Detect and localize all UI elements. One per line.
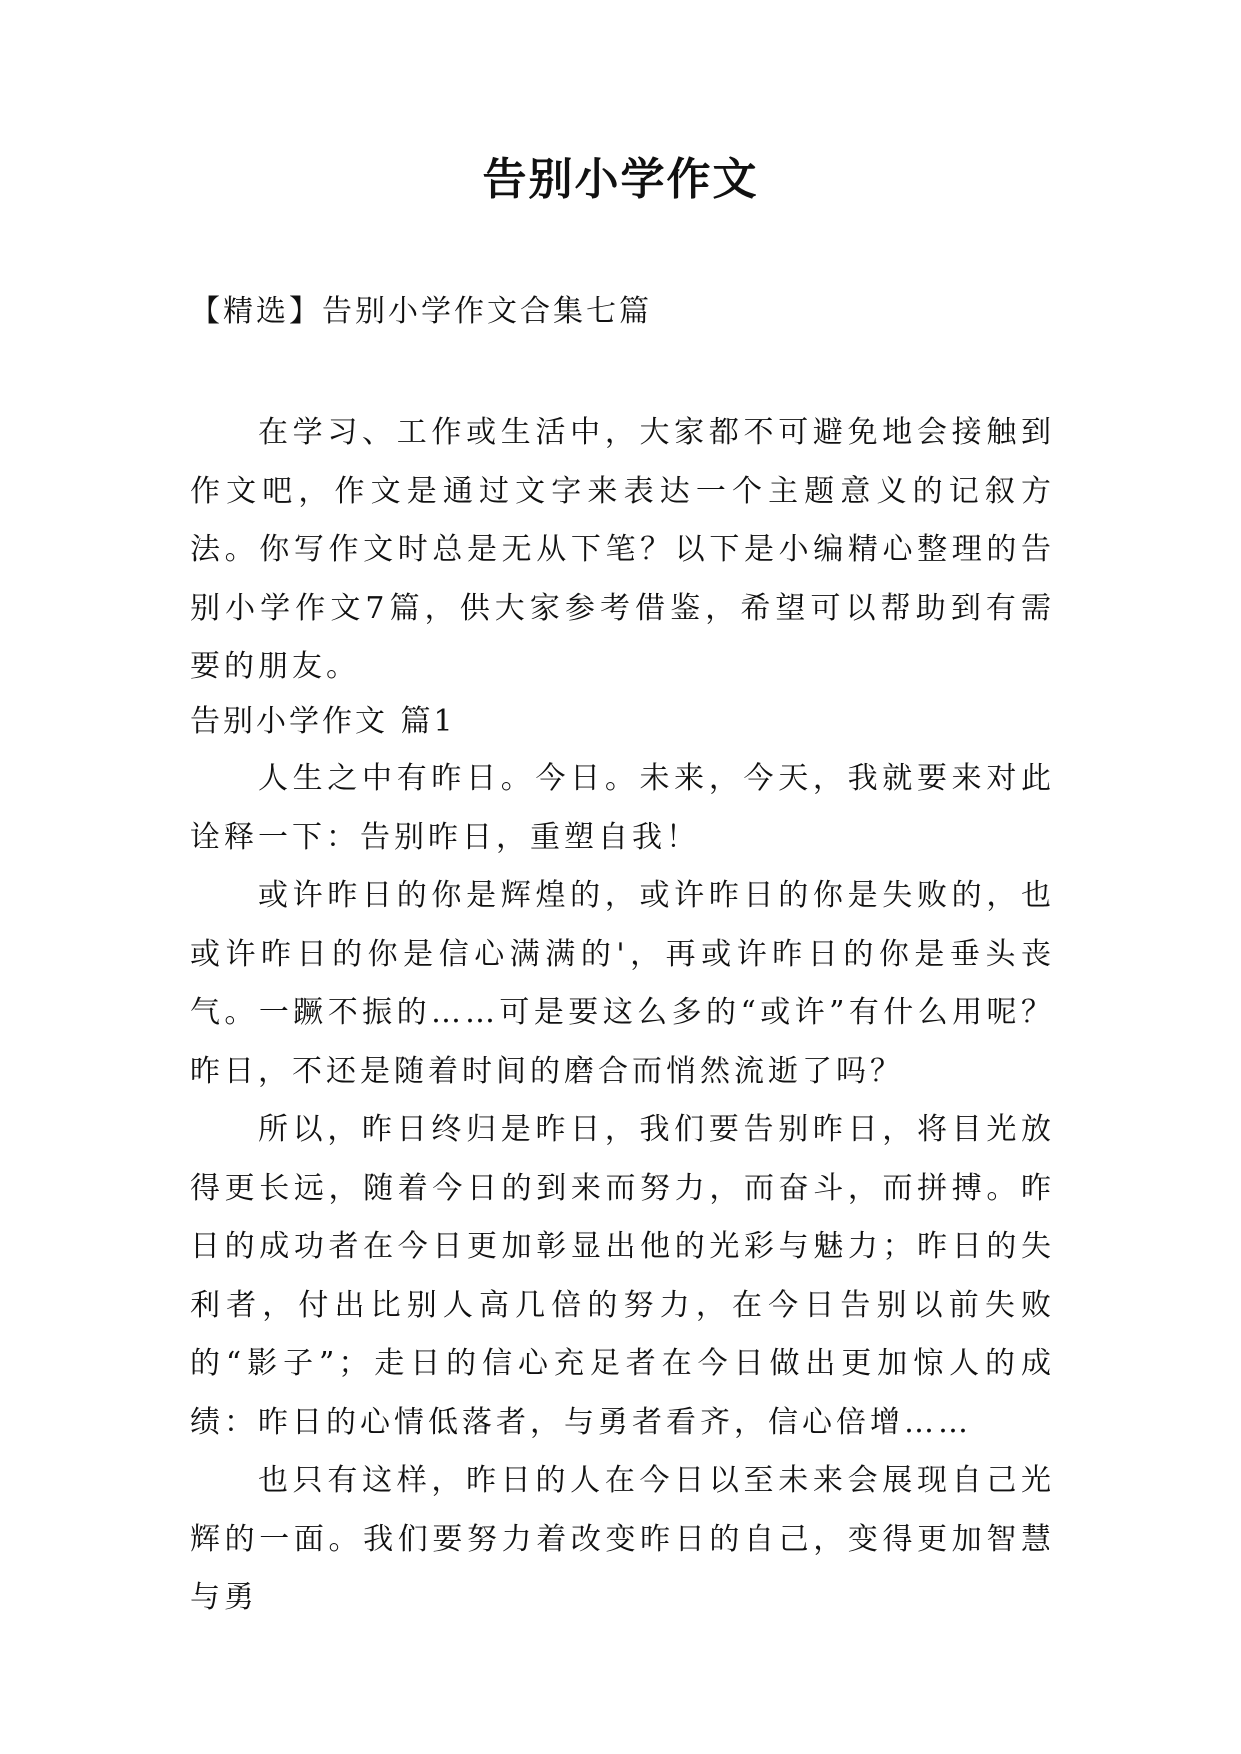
body-paragraph: 人生之中有昨日。今日。未来，今天，我就要来对此诠释一下：告别昨日，重塑自我！ bbox=[190, 761, 1055, 855]
body-paragraph: 也只有这样，昨日的人在今日以至未来会展现自己光辉的一面。我们要努力着改变昨日的自己，变得更加智慧与勇 bbox=[190, 1463, 1055, 1615]
document-subtitle: 【精选】告别小学作文合集七篇 bbox=[190, 294, 652, 329]
body-paragraph: 所以，昨日终归是昨日，我们要告别昨日，将目光放得更长远，随着今日的到来而努力，而奋斗，而拼搏。昨日的成功者在今日更加彰显出他的光彩与魅力；昨日的失利者，付出比别人高几倍的努力，在今日告别以前失败的“影子”；走日的信心充足者在今日做出更加惊人的成绩：昨日的心情低落者，与勇者看齐，信心倍增…… bbox=[190, 1112, 1055, 1440]
body-paragraph: 或许昨日的你是辉煌的，或许昨日的你是失败的，也或许昨日的你是信心满满的'，再或许昨日的你是垂头丧气。一蹶不振的……可是要这么多的“或许”有什么用呢？昨日，不还是随着时间的磨合而悄然流逝了吗？ bbox=[190, 878, 1055, 1089]
section-body bbox=[190, 750, 1055, 1628]
document-title: 告别小学作文 bbox=[482, 154, 759, 205]
intro-paragraph: 在学习、工作或生活中，大家都不可避免地会接触到作文吧，作文是通过文字来表达一个主题意义的记叙方法。你写作文时总是无从下笔？以下是小编精心整理的告别小学作文7篇，供大家参考借鉴，希望可以帮助到有需要的朋友。 bbox=[190, 415, 1055, 684]
section-heading: 告别小学作文 篇1 bbox=[190, 704, 456, 739]
